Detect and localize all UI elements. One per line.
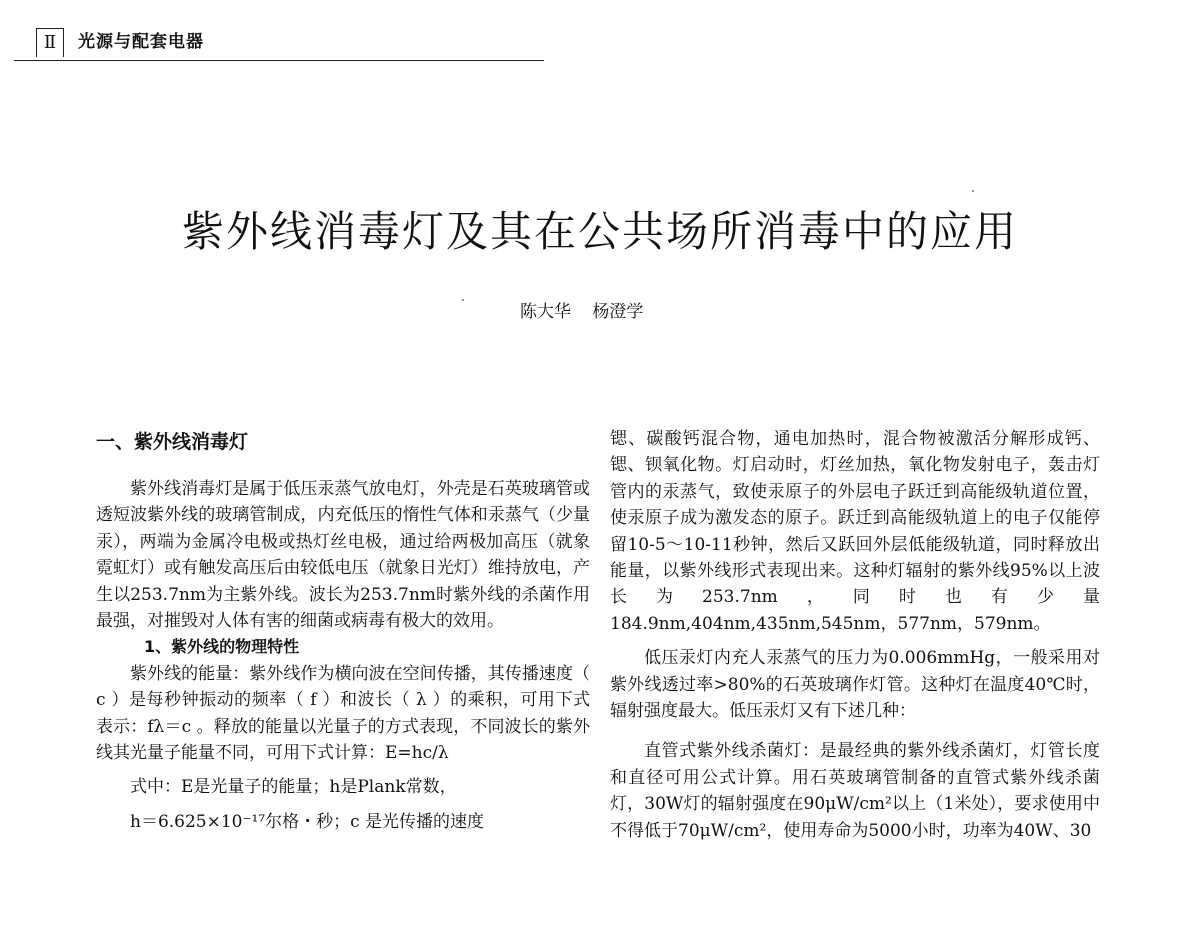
subsection-heading: 1、紫外线的物理特性: [144, 637, 300, 657]
section-number-box: Ⅱ: [36, 28, 64, 57]
paragraph: 低压汞灯内充人汞蒸气的压力为0.006mmHg，一般采用对紫外线透过率>80%的石英玻璃作灯管。这种灯在温度40℃时，辐射强度最大。低压汞灯又有下述几种：: [610, 648, 1100, 722]
right-column: [610, 426, 1100, 844]
article-title: 紫外线消毒灯及其在公共场所消毒中的应用: [181, 207, 1018, 256]
paragraph: 紫外线消毒灯是属于低压汞蒸气放电灯，外壳是石英玻璃管或透短波紫外线的玻璃管制成，内充低压的惰性气体和汞蒸气（少量汞），两端为金属冷电极或热灯丝电极，通过给两极加高压（就象霓虹灯）或有触发高压后由较低电压（就象日光灯）维持放电，产生以253.7nm为主紫外线。波长为253.7nm时紫外线的杀菌作用最强，对摧毁对人体有害的细菌或病毒有极大的效用。: [96, 479, 590, 632]
left-column: [96, 426, 590, 835]
paragraph: 紫外线的能量：紫外线作为横向波在空间传播，其传播速度（ c ）是每秒钟振动的频率（ f ）和波长（ λ ）的乘积，可用下式表示：fλ＝c 。释放的能量以光量子的方式表现，不同波长的紫外线其光量子能量不同，可用下式计算：E=hc/λ: [96, 663, 590, 764]
section-heading: 一、紫外线消毒灯: [96, 431, 249, 453]
paragraph: h＝6.625×10⁻¹⁷尔格・秒；c 是光传播的速度: [130, 811, 485, 832]
author-name: 陈大华: [520, 302, 571, 322]
print-speck: [972, 190, 974, 192]
paragraph: 直管式紫外线杀菌灯：是最经典的紫外线杀菌灯，灯管长度和直径可用公式计算。用石英玻璃管制备的直管式紫外线杀菌灯，30W灯的辐射强度在90μW/cm²以上（1米处），要求使用中不得低于70μW/cm²，使用寿命为5000小时，功率为40W、30: [610, 741, 1100, 841]
author-name: 杨澄学: [592, 302, 644, 322]
print-speck: [462, 299, 464, 301]
paragraph: 式中：E是光量子的能量；h是Plank常数，: [130, 777, 457, 798]
author-line: [520, 298, 643, 326]
section-label: 光源与配套电器: [78, 32, 204, 52]
paragraph: 锶、碳酸钙混合物，通电加热时，混合物被激活分解形成钙、锶、钡氧化物。灯启动时，灯丝加热，氧化物发射电子，轰击灯管内的汞蒸气，致使汞原子的外层电子跃迁到高能级轨道位置，使汞原子成为激发态的原子。跃迁到高能级轨道上的电子仅能停留10-5～10-11秒钟，然后又跃回外层低能级轨道，同时释放出能量，以紫外线形式表现出来。这种灯辐射的紫外线95%以上波长为253.7nm，同时也有少量184.9nm,404nm,435nm,545nm，577nm，579nm。: [610, 429, 1100, 634]
running-header: [14, 28, 544, 61]
